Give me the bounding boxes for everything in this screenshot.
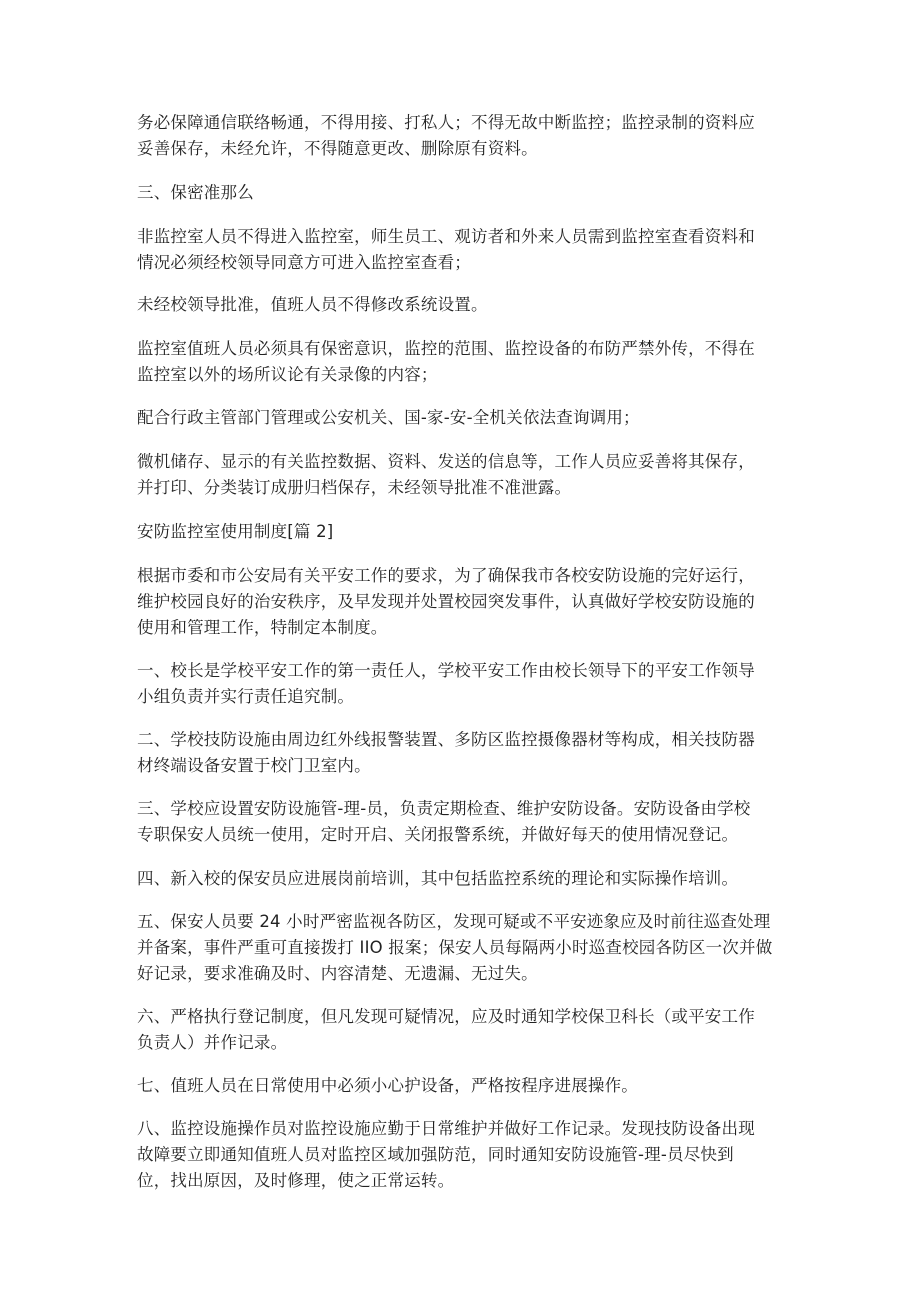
section-heading: 安防监控室使用制度[篇 2] [137, 522, 334, 541]
text-line: 一、校长是学校平安工作的第一责任人，学校平安工作由校长领导下的平安工作领导 [137, 661, 755, 680]
text-line: 监控室值班人员必须具有保密意识，监控的范围、监控设备的布防严禁外传，不得在 [137, 339, 755, 358]
text-line: 负责人）并作记录。 [137, 1033, 288, 1052]
text-line: 微机储存、显示的有关监控数据、资料、发送的信息等，工作人员应妥善将其保存， [137, 452, 755, 471]
text-line: 非监控室人员不得进入监控室，师生员工、观访者和外来人员需到监控室查看资料和 [137, 227, 755, 246]
text-line: 八、监控设施操作员对监控设施应勤于日常维护并做好工作记录。发现技防设备出现 [137, 1119, 755, 1138]
text-line: 务必保障通信联络畅通，不得用接、打私人；不得无故中断监控；监控录制的资料应 [137, 113, 755, 132]
text-line: 监控室以外的场所议论有关录像的内容； [137, 365, 438, 384]
text-line: 专职保安人员统一使用，定时开启、关闭报警系统，并做好每天的使用情况登记。 [137, 825, 739, 844]
text-line: 三、学校应设置安防设施管-理-员，负责定期检查、维护安防设备。安防设备由学校 [137, 799, 751, 818]
text-line: 未经校领导批准，值班人员不得修改系统设置。 [137, 295, 488, 314]
text-line: 二、学校技防设施由周边红外线报警装置、多防区监控摄像器材等构成，相关技防器 [137, 730, 755, 749]
text-line: 五、保安人员要 24 小时严密监视各防区，发现可疑或不平安迹象应及时前往巡查处理 [137, 912, 771, 931]
text-line: 维护校园良好的治安秩序，及早发现并处置校园突发事件，认真做好学校安防设施的 [137, 592, 755, 611]
text-line: 妥善保存，未经允许，不得随意更改、删除原有资料。 [137, 139, 538, 158]
text-line: 材终端设备安置于校门卫室内。 [137, 756, 371, 775]
text-line: 七、值班人员在日常使用中必须小心护设备，严格按程序进展操作。 [137, 1076, 638, 1095]
text-line: 并备案，事件严重可直接拨打 IIO 报案；保安人员每隔两小时巡查校园各防区一次并做 [137, 938, 773, 957]
text-line: 情况必须经校领导同意方可进入监控室查看； [137, 253, 471, 272]
text-line: 根据市委和市公安局有关平安工作的要求，为了确保我市各校安防设施的完好运行， [137, 566, 755, 585]
text-line: 配合行政主管部门管理或公安机关、国-家-安-全机关依法查询调用； [137, 408, 640, 427]
text-line: 故障要立即通知值班人员对监控区域加强防范，同时通知安防设施管-理-员尽快到 [137, 1145, 734, 1164]
text-line: 使用和管理工作，特制定本制度。 [137, 618, 388, 637]
text-line: 六、严格执行登记制度，但凡发现可疑情况，应及时通知学校保卫科长（或平安工作 [137, 1007, 755, 1026]
text-line: 四、新入校的保安员应进展岗前培训，其中包括监控系统的理论和实际操作培训。 [137, 869, 739, 888]
text-line: 好记录，要求准确及时、内容清楚、无遗漏、无过失。 [137, 964, 538, 983]
text-line: 并打印、分类装订成册归档保存，未经领导批准不准泄露。 [137, 478, 572, 497]
text-line: 小组负责并实行责任追究制。 [137, 687, 355, 706]
section-heading: 三、保密准那么 [137, 183, 254, 202]
text-line: 位，找出原因，及时修理，使之正常运转。 [137, 1171, 455, 1190]
